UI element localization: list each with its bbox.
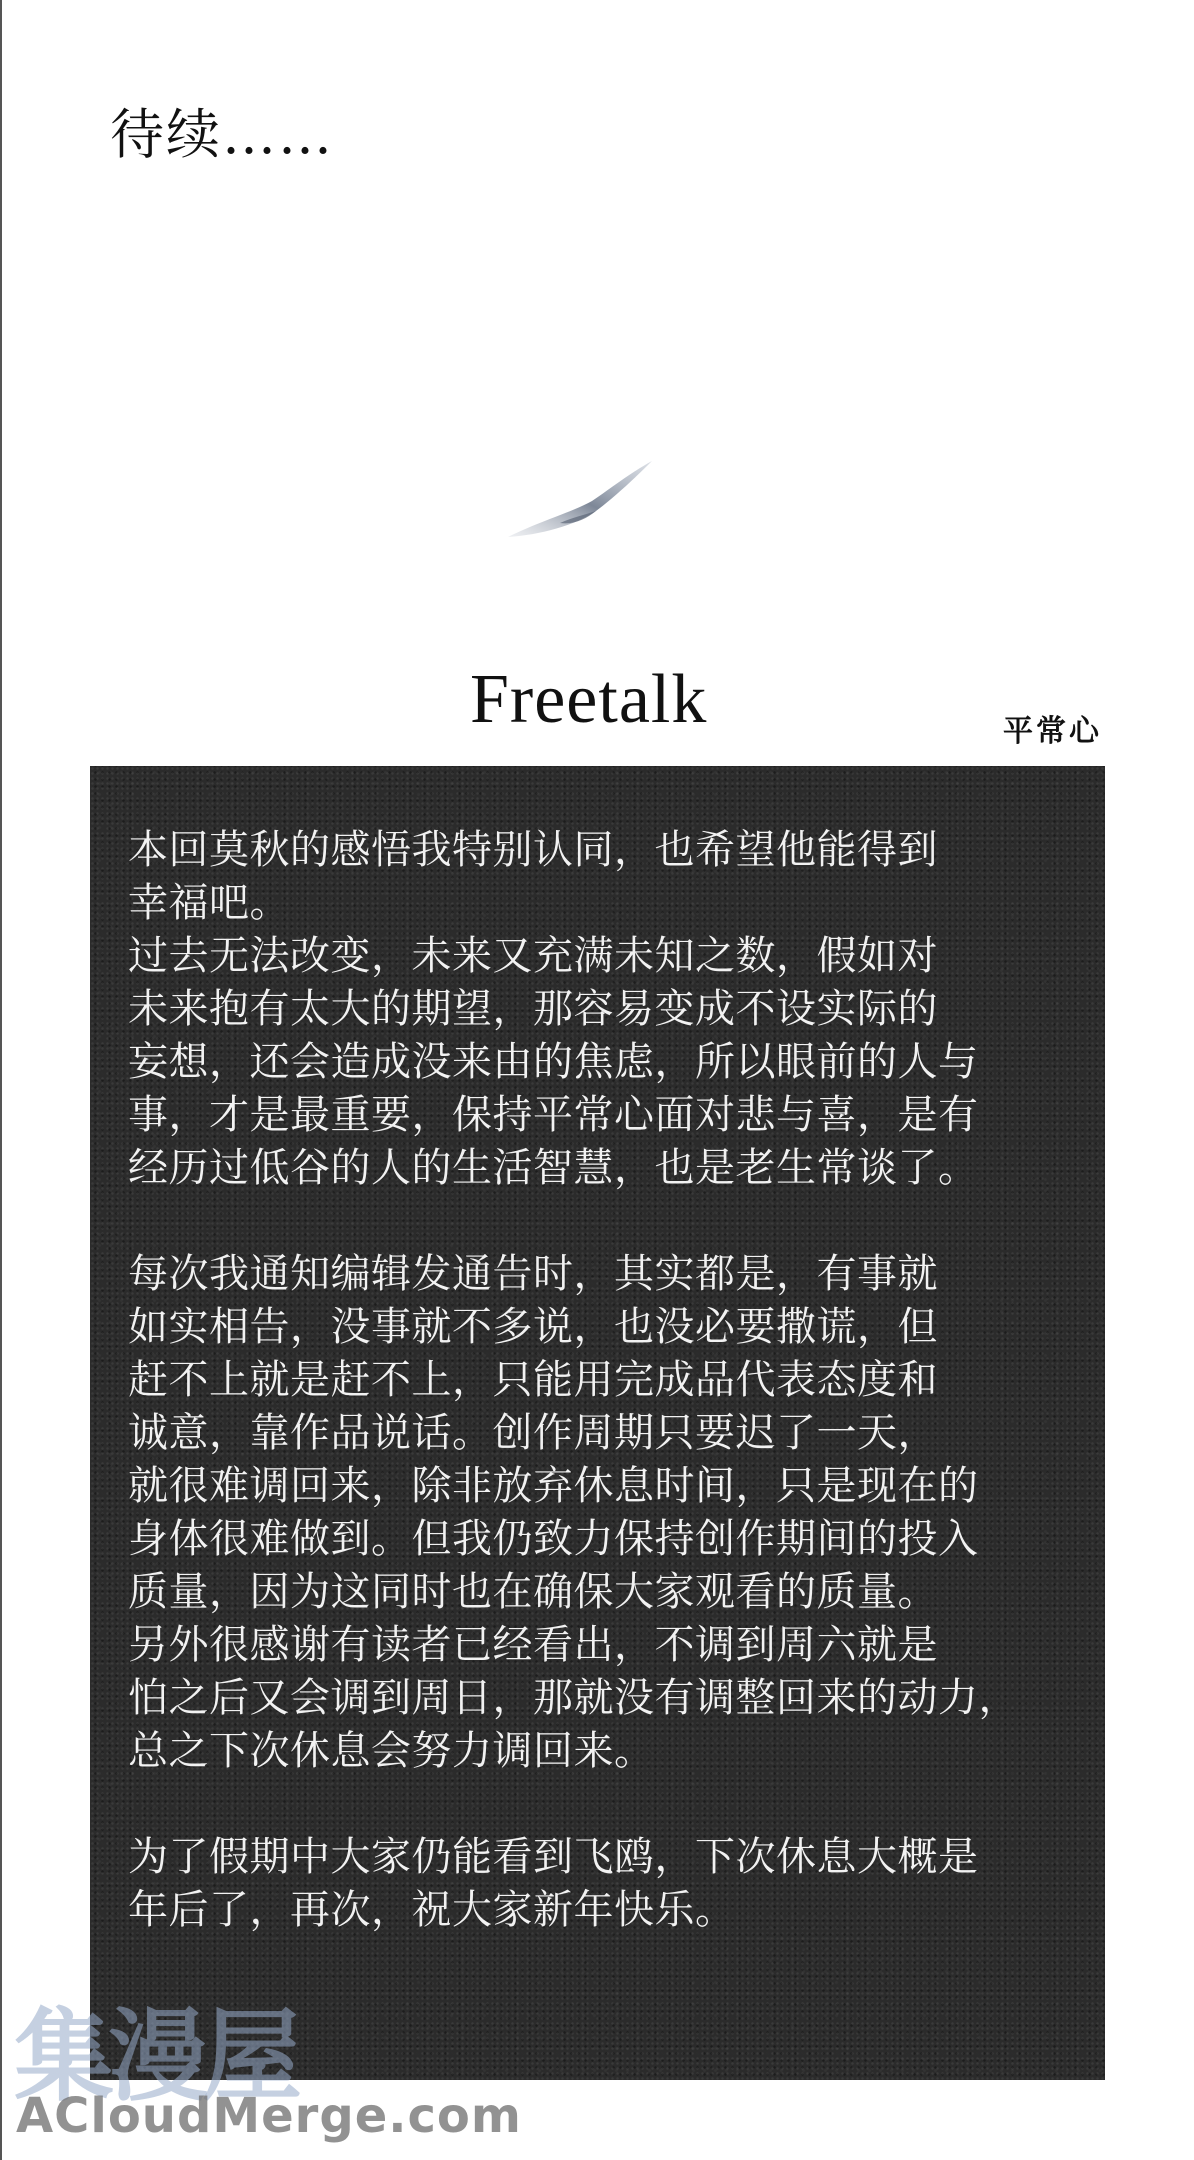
note-line: 怕之后又会调到周日，那就没有调整回来的动力， bbox=[128, 1675, 1019, 1721]
note-line: 质量，因为这同时也在确保大家观看的质量。 bbox=[128, 1569, 938, 1615]
note-line: 经历过低谷的人的生活智慧，也是老生常谈了。 bbox=[128, 1145, 979, 1191]
note-line: 就很难调回来，除非放弃休息时间，只是现在的 bbox=[128, 1463, 979, 1509]
watermark-url: ACloudMerge.com bbox=[16, 2088, 522, 2144]
note-line: 事，才是最重要，保持平常心面对悲与喜，是有 bbox=[128, 1092, 979, 1138]
note-line: 年后了，再次，祝大家新年快乐。 bbox=[128, 1887, 736, 1933]
note-line: 诚意，靠作品说话。创作周期只要迟了一天， bbox=[128, 1410, 938, 1456]
author-note-panel bbox=[90, 766, 1105, 2080]
note-paragraph-1 bbox=[128, 824, 1085, 1195]
note-line: 另外很感谢有读者已经看出，不调到周六就是 bbox=[128, 1622, 938, 1668]
note-paragraph-3 bbox=[128, 1831, 1085, 1937]
note-line: 本回莫秋的感悟我特别认同，也希望他能得到 bbox=[128, 827, 938, 873]
watermark-logo: 集漫屋 bbox=[14, 1998, 296, 2115]
note-line: 每次我通知编辑发通告时，其实都是，有事就 bbox=[128, 1251, 938, 1297]
note-line: 过去无法改变，未来又充满未知之数，假如对 bbox=[128, 933, 938, 979]
note-line: 赶不上就是赶不上，只能用完成品代表态度和 bbox=[128, 1357, 938, 1403]
seagull-icon bbox=[500, 455, 660, 545]
site-watermark bbox=[8, 1970, 528, 2150]
note-line: 未来抱有太大的期望，那容易变成不设实际的 bbox=[128, 986, 938, 1032]
note-line: 为了假期中大家仍能看到飞鸥，下次休息大概是 bbox=[128, 1834, 979, 1880]
paragraph-gap bbox=[128, 1778, 1085, 1831]
to-be-continued-text: 待续…… bbox=[110, 103, 334, 166]
note-line: 幸福吧。 bbox=[128, 880, 290, 926]
note-line: 总之下次休息会努力调回来。 bbox=[128, 1728, 655, 1774]
note-line: 如实相告，没事就不多说，也没必要撒谎，但 bbox=[128, 1304, 938, 1350]
signature-text: 平常心 bbox=[1003, 714, 1102, 749]
note-line: 妄想，还会造成没来由的焦虑，所以眼前的人与 bbox=[128, 1039, 979, 1085]
paragraph-gap bbox=[128, 1195, 1085, 1248]
freetalk-title: Freetalk bbox=[470, 661, 708, 738]
left-border-line bbox=[0, 0, 2, 2160]
note-paragraph-2 bbox=[128, 1248, 1085, 1778]
note-line: 身体很难做到。但我仍致力保持创作期间的投入 bbox=[128, 1516, 979, 1562]
